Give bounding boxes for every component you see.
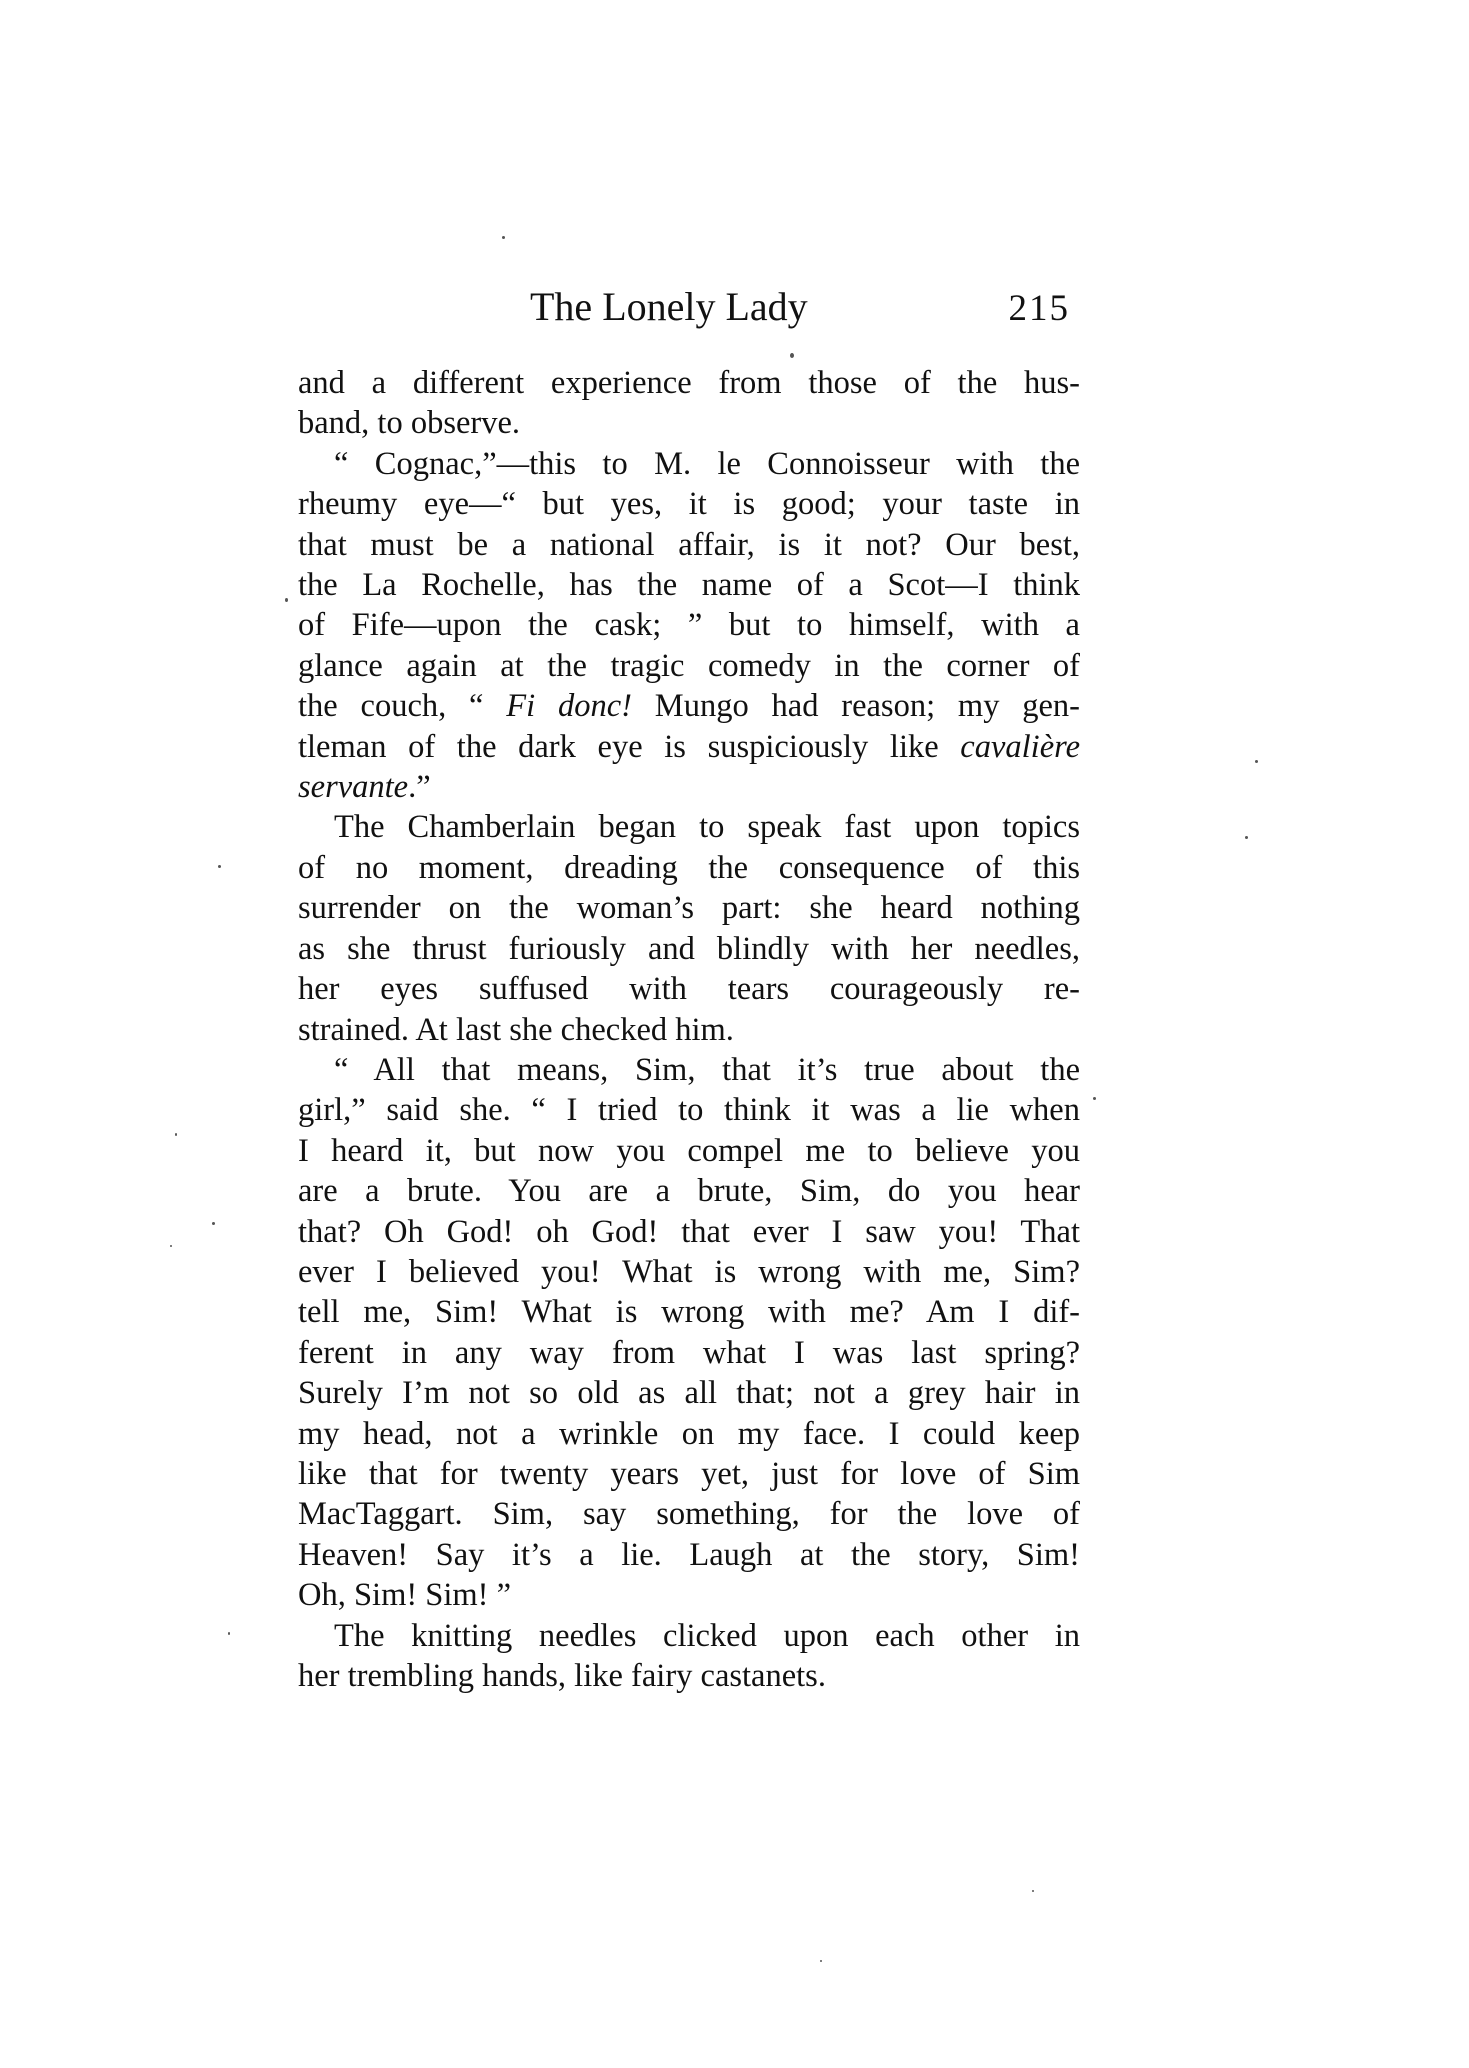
scan-speck: [218, 865, 221, 868]
italic-phrase: cavalière: [960, 728, 1080, 765]
text-line: of no moment, dreading the consequence of this: [298, 849, 1080, 886]
scan-speck: [502, 236, 505, 239]
scan-speck: [170, 1245, 172, 1247]
scan-speck: [228, 1632, 230, 1635]
paragraph-5: [298, 1616, 1080, 1697]
text-line-mixed: [298, 686, 1080, 726]
text-line: ever I believed you! What is wrong with me, Sim?: [298, 1253, 1080, 1290]
page-header: [298, 282, 1080, 332]
paragraph-4: [298, 1050, 1080, 1616]
text-line: that? Oh God! oh God! that ever I saw you! That: [298, 1213, 1080, 1250]
scan-speck: [1255, 760, 1258, 763]
text-line: band, to observe.: [298, 405, 521, 442]
text-line: rheumy eye—“ but yes, it is good; your taste in: [298, 486, 1080, 523]
text-line: her eyes suffused with tears courageously re-: [298, 971, 1080, 1008]
text-line: Oh, Sim! Sim! ”: [298, 1577, 512, 1614]
scan-speck: [285, 598, 288, 602]
text-segment: tleman of the dark eye is suspiciously like: [298, 728, 961, 765]
text-line-mixed: [298, 767, 1080, 807]
text-line: the La Rochelle, has the name of a Scot—I think: [298, 567, 1080, 604]
scan-speck: [1093, 1097, 1096, 1100]
text-line: are a brute. You are a brute, Sim, do you hear: [298, 1173, 1080, 1210]
text-line: surrender on the woman’s part: she heard nothing: [298, 890, 1080, 927]
text-line: ferent in any way from what I was last spring?: [298, 1334, 1080, 1371]
text-line: of Fife—upon the cask; ” but to himself, with a: [298, 607, 1080, 644]
text-line: glance again at the tragic comedy in the corner of: [298, 647, 1080, 684]
text-line: as she thrust furiously and blindly with her needles,: [298, 930, 1080, 967]
text-segment: .”: [408, 769, 431, 806]
text-line: Surely I’m not so old as all that; not a grey hair in: [298, 1375, 1080, 1412]
text-line: and a different experience from those of the hus-: [298, 365, 1080, 401]
italic-phrase: Fi donc!: [506, 688, 632, 725]
text-line: tell me, Sim! What is wrong with me? Am I dif-: [298, 1294, 1080, 1331]
body-text: [298, 363, 1080, 1696]
italic-phrase: servante: [298, 769, 409, 806]
text-line: The knitting needles clicked upon each other in: [334, 1617, 1080, 1654]
text-line: “ Cognac,”—this to M. le Connoisseur with the: [334, 445, 1080, 482]
text-line: girl,” said she. “ I tried to think it was a lie when: [298, 1092, 1080, 1129]
text-line: The Chamberlain began to speak fast upon topics: [334, 809, 1080, 846]
scan-speck: [1245, 836, 1248, 839]
text-line-mixed: [298, 727, 1080, 767]
scan-speck: [175, 1133, 177, 1136]
text-line: Heaven! Say it’s a lie. Laugh at the story, Sim!: [298, 1536, 1080, 1573]
text-line: I heard it, but now you compel me to believe you: [298, 1132, 1080, 1169]
scan-speck: [1032, 1890, 1034, 1892]
paragraph-3: [298, 807, 1080, 1049]
text-line: like that for twenty years yet, just for love of Sim: [298, 1455, 1080, 1492]
text-line: her trembling hands, like fairy castanets.: [298, 1658, 826, 1694]
scan-speck: [212, 1222, 215, 1225]
text-line: strained. At last she checked him.: [298, 1011, 734, 1048]
text-segment: Mungo had reason; my gen-: [632, 688, 1081, 725]
paragraph-1: [298, 363, 1080, 444]
text-line: my head, not a wrinkle on my face. I could keep: [298, 1415, 1080, 1452]
text-line: MacTaggart. Sim, say something, for the love of: [298, 1496, 1080, 1533]
text-line: “ All that means, Sim, that it’s true about the: [334, 1051, 1080, 1088]
page-number: 215: [1008, 288, 1070, 329]
scan-speck: [790, 353, 794, 358]
text-line: that must be a national affair, is it not? Our best,: [298, 526, 1080, 563]
running-title: The Lonely Lady: [530, 284, 808, 329]
paragraph-2: [298, 444, 1080, 808]
text-segment: the couch, “: [298, 688, 507, 725]
scan-speck: [820, 1960, 822, 1962]
